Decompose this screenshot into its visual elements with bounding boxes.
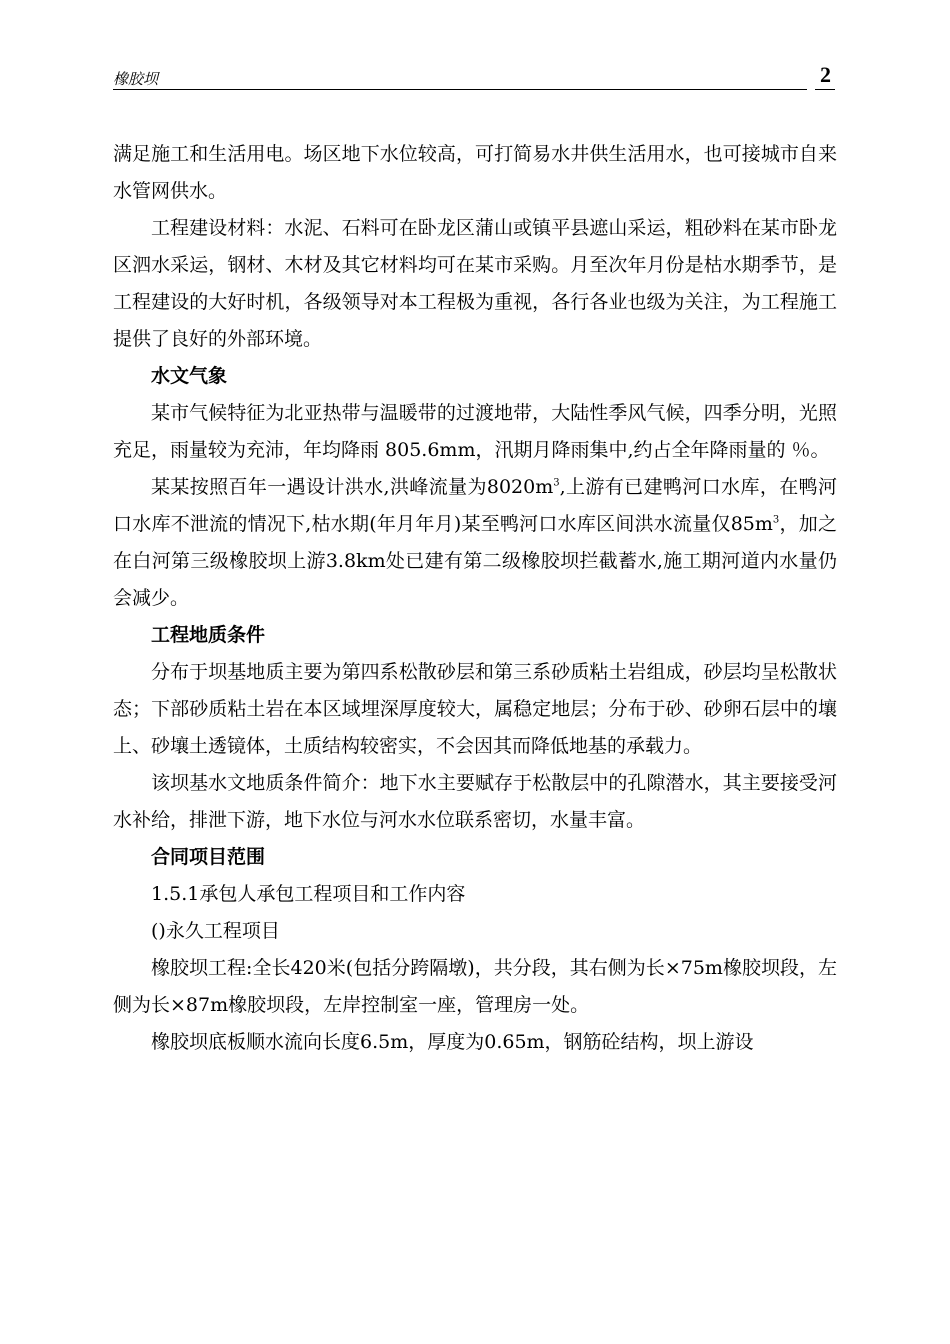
paragraph-climate: 某市气候特征为北亚热带与温暖带的过渡地带，大陆性季风气候，四季分明，光照充足，雨量较为充沛，年均降雨 805.6mm，汛期月降雨集中,约占全年降雨量的 ％。 <box>113 402 837 461</box>
document-body <box>113 136 837 1061</box>
paragraph-dam-slab: 橡胶坝底板顺水流向长度6.5m，厚度为0.65m，钢筋砼结构，坝上游设 <box>151 1031 754 1053</box>
flood-text-a: 某某按照百年一遇设计洪水,洪峰流量为8020m <box>151 476 554 498</box>
paragraph-geology: 分布于坝基地质主要为第四系松散砂层和第三系砂质粘土岩组成，砂层均呈松散状态；下部砂质粘土岩在本区域埋深厚度较大，属稳定地层；分布于砂、砂卵石层中的壤上、砂壤土透镜体，土质结构较密实，不会因其而降低地基的承载力。 <box>113 661 837 757</box>
flood-text-c: ，加之在白河第三级橡胶坝上游3.8km处已建有第二级橡胶坝拦截蓄水,施工期河道内水量仍会减少。 <box>113 513 837 609</box>
heading-geology: 工程地质条件 <box>151 624 266 646</box>
page-number-underline <box>815 89 835 90</box>
paragraph-permanent-works: ()永久工程项目 <box>151 920 280 942</box>
paragraph-section-1-5-1: 1.5.1承包人承包工程项目和工作内容 <box>151 883 466 905</box>
paragraph-materials: 工程建设材料：水泥、石料可在卧龙区蒲山或镇平县遮山采运，粗砂料在某市卧龙区泗水采运，钢材、木材及其它材料均可在某市采购。月至次年月份是枯水期季节，是工程建设的大好时机，各级领导对本工程极为重视，各行各业也级为关注，为工程施工提供了良好的外部环境。 <box>113 217 837 350</box>
flood-text-b: ,上游有已建鸭河口水库，在鸭河口水库不泄流的情况下,枯水期(年月年月)某至鸭河口水库区间洪水流量仅85m <box>113 476 837 535</box>
header-title: 橡胶坝 <box>113 70 159 88</box>
paragraph-hydrogeology: 该坝基水文地质条件简介：地下水主要赋存于松散层中的孔隙潜水，其主要接受河水补给，排泄下游，地下水位与河水水位联系密切，水量丰富。 <box>113 772 837 831</box>
paragraph-dam-works: 橡胶坝工程:全长420米(包括分跨隔墩)，共分段，其右侧为长×75m橡胶坝段，左侧为长×87m橡胶坝段，左岸控制室一座，管理房一处。 <box>113 957 837 1016</box>
heading-hydrology: 水文气象 <box>151 365 228 387</box>
superscript-2: 3 <box>772 514 780 526</box>
header-rule <box>113 89 807 90</box>
paragraph-flood <box>113 469 837 617</box>
page-number: 2 <box>820 62 831 87</box>
superscript-1: 3 <box>553 477 560 489</box>
page-header <box>113 64 835 90</box>
heading-contract-scope: 合同项目范围 <box>151 846 266 868</box>
paragraph-power-water: 满足施工和生活用电。场区地下水位较高，可打简易水井供生活用水，也可接城市自来水管网供水。 <box>113 143 837 202</box>
